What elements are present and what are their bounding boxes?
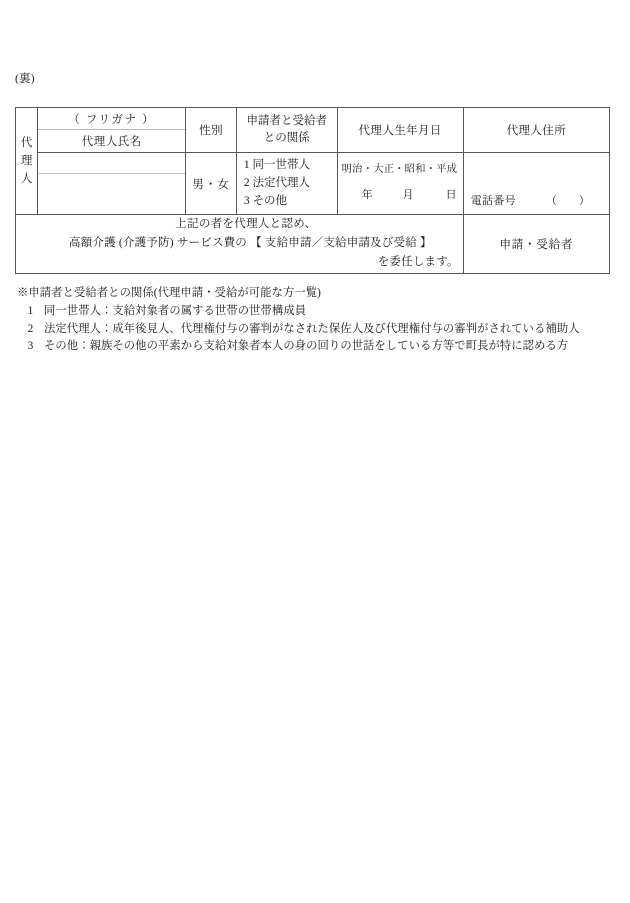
relationship-option-3[interactable]: 3 その他 — [243, 194, 287, 207]
relationship-option-2[interactable]: 2 法定代理人 — [243, 176, 310, 189]
applicant-label: 申請・受給者 — [499, 239, 574, 252]
header-relationship-cell — [236, 108, 337, 153]
field-furigana-input[interactable] — [38, 154, 185, 174]
note-text-1: 同一世帯人：支給対象者の属する世帯の世帯構成員 — [44, 305, 307, 318]
relationship-option-1[interactable]: 1 同一世帯人 — [243, 159, 310, 171]
birth-year-label: 年 — [361, 189, 373, 202]
header-gender-cell — [186, 108, 236, 153]
note-item-2 — [17, 324, 617, 335]
delegation-line-1: 上記の者を代理人と認め、 — [175, 218, 317, 231]
gender-options[interactable]: 男・女 — [192, 178, 230, 191]
header-birthdate-label: 代理人生年月日 — [358, 125, 442, 137]
header-gender-label: 性別 — [199, 125, 224, 137]
birth-day-label: 日 — [445, 189, 457, 202]
table-header-row — [16, 108, 610, 153]
table-entry-row — [16, 153, 610, 215]
header-relationship-line1: 申請者と受給者 — [246, 115, 327, 128]
note-text-3: その他：親族その他の平素から支給対象者本人の身の回りの世話をしている方等で町長が特に認める方 — [44, 339, 569, 352]
note-item-3 — [17, 341, 617, 352]
field-name-cell[interactable] — [38, 153, 186, 215]
telephone-parens[interactable]: （​） — [545, 195, 612, 208]
delegation-statement-cell — [16, 215, 464, 273]
row-label-char-3: 人 — [20, 173, 33, 186]
page-side-label: (裏) — [15, 73, 35, 85]
header-name-cell — [38, 108, 186, 153]
notes-title: ※申請者と受給者との関係(代理申請・受給が可能な方一覧) — [17, 287, 322, 299]
applicant-signature-cell[interactable] — [463, 215, 609, 273]
telephone-label: 電話番号 — [470, 195, 516, 208]
row-label-char-1: 代 — [20, 136, 33, 149]
header-birthdate-cell — [337, 108, 463, 153]
note-text-2: 法定代理人：成年後見人、代理権付与の審判がなされた保佐人及び代理権付与の審判がされている補助人 — [44, 322, 580, 335]
birth-era-options[interactable]: 明治・大正・昭和・平成 — [341, 163, 458, 175]
field-birthdate-cell[interactable] — [337, 153, 463, 215]
header-furigana-label: （ フリガナ ） — [38, 108, 185, 130]
field-address-cell[interactable] — [463, 153, 612, 215]
header-name-label: 代理人氏名 — [81, 136, 142, 148]
delegation-line-2: 高額介護 (介護予防) サービス費の 【 支給申請／支給申請及び受給 】 — [68, 236, 432, 249]
header-relationship-line2: との関係 — [263, 132, 310, 144]
note-number-3: 3 — [27, 339, 34, 352]
row-label-char-2: 理 — [20, 155, 33, 168]
delegation-line-3: を委任します。 — [377, 256, 459, 269]
header-address-cell — [463, 108, 609, 153]
birth-month-label: 月 — [402, 189, 414, 202]
note-item-1 — [17, 306, 617, 317]
row-label-proxy — [16, 108, 38, 215]
field-relationship-cell[interactable] — [236, 153, 337, 215]
table-delegation-row — [16, 215, 610, 273]
field-name-input[interactable] — [38, 174, 185, 214]
note-number-2: 2 — [27, 322, 34, 335]
notes-section — [17, 288, 617, 352]
header-address-label: 代理人住所 — [506, 125, 567, 137]
proxy-form-table — [15, 107, 610, 274]
note-number-1: 1 — [27, 305, 34, 318]
field-gender-cell[interactable] — [186, 153, 236, 215]
